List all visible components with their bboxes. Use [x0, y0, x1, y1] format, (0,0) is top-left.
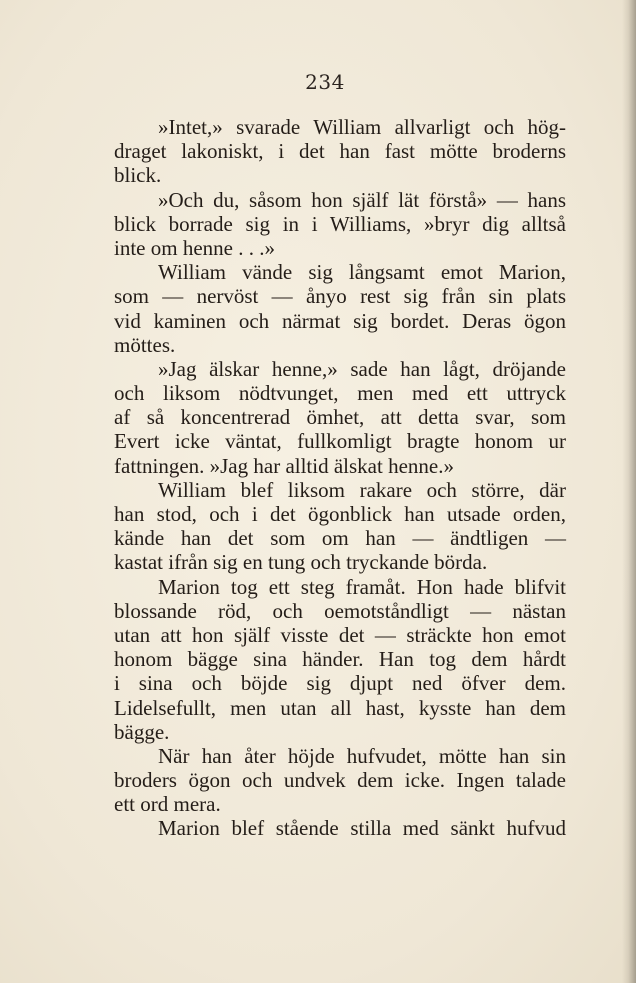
text-line: kastat ifrån sig en tung och tryckande börda.: [114, 550, 488, 575]
text-line: broders ögon och undvek dem icke. Ingen talade: [114, 768, 566, 793]
text-line: vid kaminen och närmat sig bordet. Deras ögon: [114, 308, 566, 333]
text-line: Marion tog ett steg framåt. Hon hade blifvit: [158, 574, 566, 599]
page-number: 234: [305, 70, 345, 94]
text-line: Marion blef stående stilla med sänkt hufvud: [158, 816, 566, 841]
text-line: ett ord mera.: [114, 792, 221, 817]
text-line: »Jag älskar henne,» sade han lågt, dröjande: [158, 356, 566, 381]
text-line: När han åter höjde hufvudet, mötte han sin: [158, 743, 566, 768]
text-line: i sina och böjde sig djupt ned öfver dem.: [114, 671, 566, 696]
text-line: Lidelsefullt, men utan all hast, kysste han dem: [114, 695, 566, 720]
text-line: blick borrade sig in i Williams, »bryr dig alltså: [114, 211, 566, 236]
text-line: och liksom nödtvunget, men med ett uttryck: [114, 381, 566, 406]
text-line: inte om henne . . .»: [114, 235, 275, 260]
page-edge-shadow: [622, 0, 636, 983]
text-line: kände han det som om han — ändtligen —: [114, 526, 566, 551]
text-line: draget lakoniskt, i det han fast mötte broderns: [114, 139, 566, 164]
text-line: »Intet,» svarade William allvarligt och hög-: [158, 115, 566, 139]
text-line: bägge.: [114, 719, 170, 744]
text-line: »Och du, såsom hon själf lät förstå» — hans: [158, 187, 566, 212]
text-line: möttes.: [114, 332, 176, 357]
text-line: blick.: [114, 163, 162, 188]
text-line: fattningen. »Jag har alltid älskat henne.»: [114, 453, 454, 478]
body-text: [114, 115, 566, 841]
text-line: han stod, och i det ögonblick han utsade orden,: [114, 502, 566, 526]
text-line: af så koncentrerad ömhet, att detta svar, som: [114, 405, 566, 430]
text-line: William vände sig långsamt emot Marion,: [158, 260, 566, 285]
text-line: blossande röd, och oemotståndligt — nästan: [114, 598, 566, 623]
text-line: som — nervöst — ånyo rest sig från sin plats: [114, 284, 566, 309]
text-line: utan att hon själf visste det — sträckte hon emot: [114, 622, 566, 647]
text-line: honom bägge sina händer. Han tog dem hårdt: [114, 647, 566, 672]
text-line: William blef liksom rakare och större, där: [158, 477, 566, 502]
text-line: Evert icke väntat, fullkomligt bragte honom ur: [114, 429, 566, 454]
